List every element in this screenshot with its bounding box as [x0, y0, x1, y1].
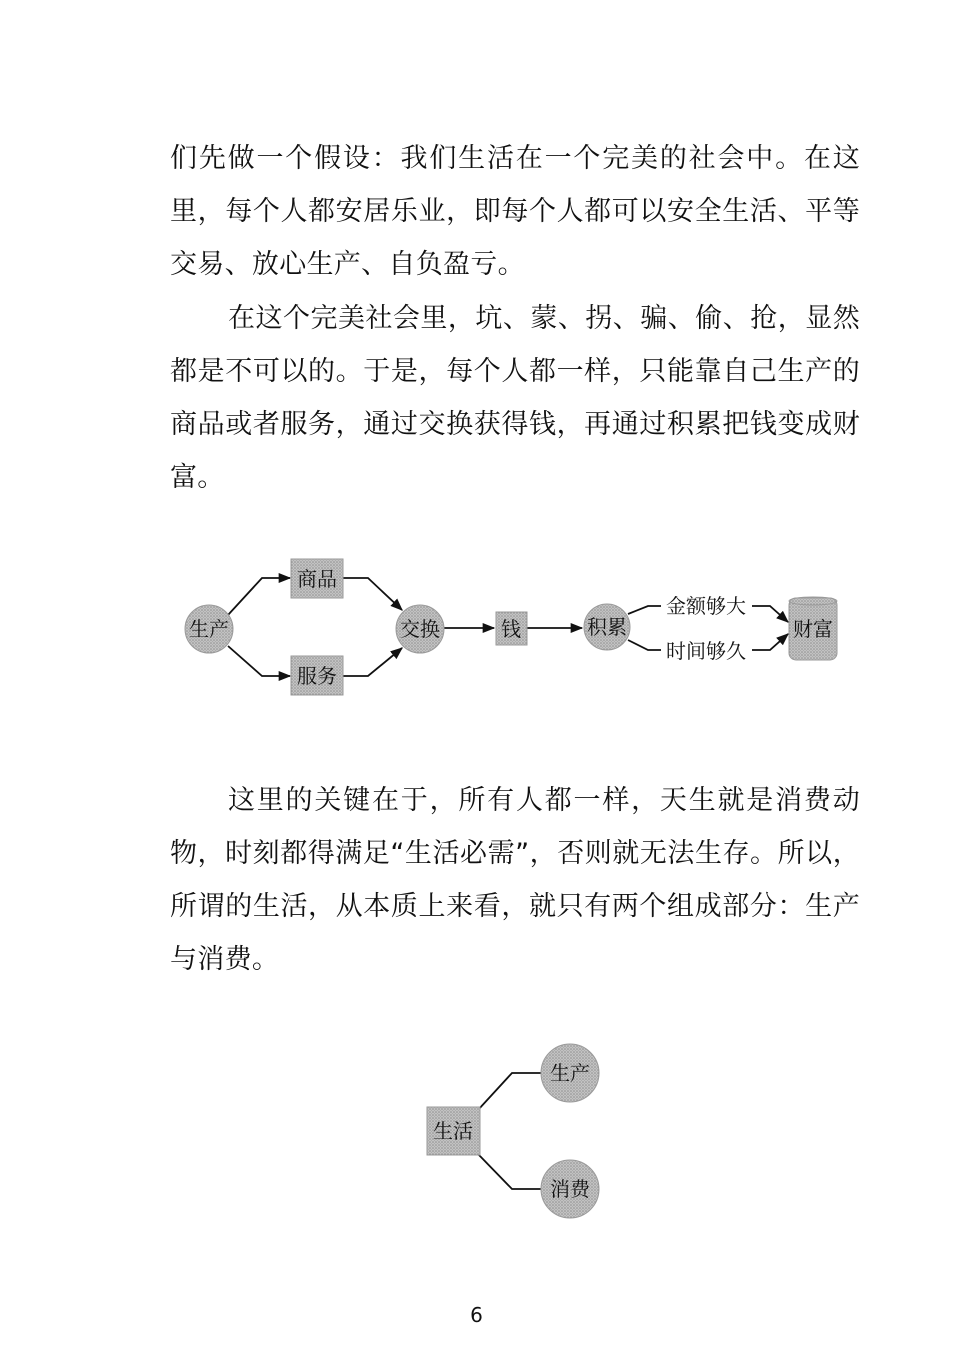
node-life-production — [541, 1044, 599, 1102]
node-life — [427, 1107, 480, 1155]
node-life-production-label: 生产 — [550, 1061, 590, 1085]
node-services — [291, 656, 343, 695]
node-production — [185, 605, 233, 653]
edge-life-production — [478, 1073, 543, 1110]
page-number: 6 — [470, 1303, 483, 1327]
edge-long-time-wealth — [752, 634, 788, 650]
node-goods — [291, 559, 343, 598]
node-wealth — [789, 597, 837, 660]
edge-life-consumption — [478, 1154, 543, 1189]
node-accumulation-label: 积累 — [587, 615, 627, 639]
node-wealth-label: 财富 — [793, 617, 833, 641]
node-services-label: 服务 — [297, 664, 337, 688]
life-components-diagram — [0, 1030, 953, 1230]
node-production-label: 生产 — [189, 617, 229, 641]
production-wealth-flow-diagram — [0, 540, 953, 720]
edge-accumulation-enough-amount — [628, 606, 661, 614]
node-goods-label: 商品 — [297, 567, 337, 591]
node-life-label: 生活 — [433, 1119, 473, 1143]
node-life-consumption-label: 消费 — [550, 1177, 590, 1201]
label-long-time: 时间够久 — [666, 639, 746, 663]
edge-accumulation-long-time — [628, 640, 661, 650]
node-exchange-label: 交换 — [400, 617, 440, 641]
edge-production-services — [228, 646, 290, 676]
node-money-label: 钱 — [501, 617, 521, 641]
edge-production-goods — [228, 578, 290, 615]
paragraph-1: 们先做一个假设：我们生活在一个完美的社会中。在这里，每个人都安居乐业，即每个人都可以安全生活、平等交易、放心生产、自负盈亏。 — [170, 143, 860, 280]
paragraph-3: 这里的关键在于，所有人都一样，天生就是消费动物，时刻都得满足“生活必需”，否则就无法生存。所以，所谓的生活，从本质上来看，就只有两个组成部分：生产与消费。 — [170, 785, 860, 975]
node-money — [496, 612, 527, 645]
node-life-consumption — [541, 1160, 599, 1218]
node-exchange — [396, 605, 444, 653]
edge-goods-exchange — [343, 578, 402, 610]
edge-enough-amount-wealth — [752, 606, 788, 622]
edge-services-exchange — [343, 648, 402, 676]
paragraph-2: 在这个完美社会里，坑、蒙、拐、骗、偷、抢，显然都是不可以的。于是，每个人都一样，只能靠自己生产的商品或者服务，通过交换获得钱，再通过积累把钱变成财富。 — [170, 303, 860, 493]
node-accumulation — [584, 604, 630, 650]
label-enough-amount: 金额够大 — [666, 594, 746, 618]
